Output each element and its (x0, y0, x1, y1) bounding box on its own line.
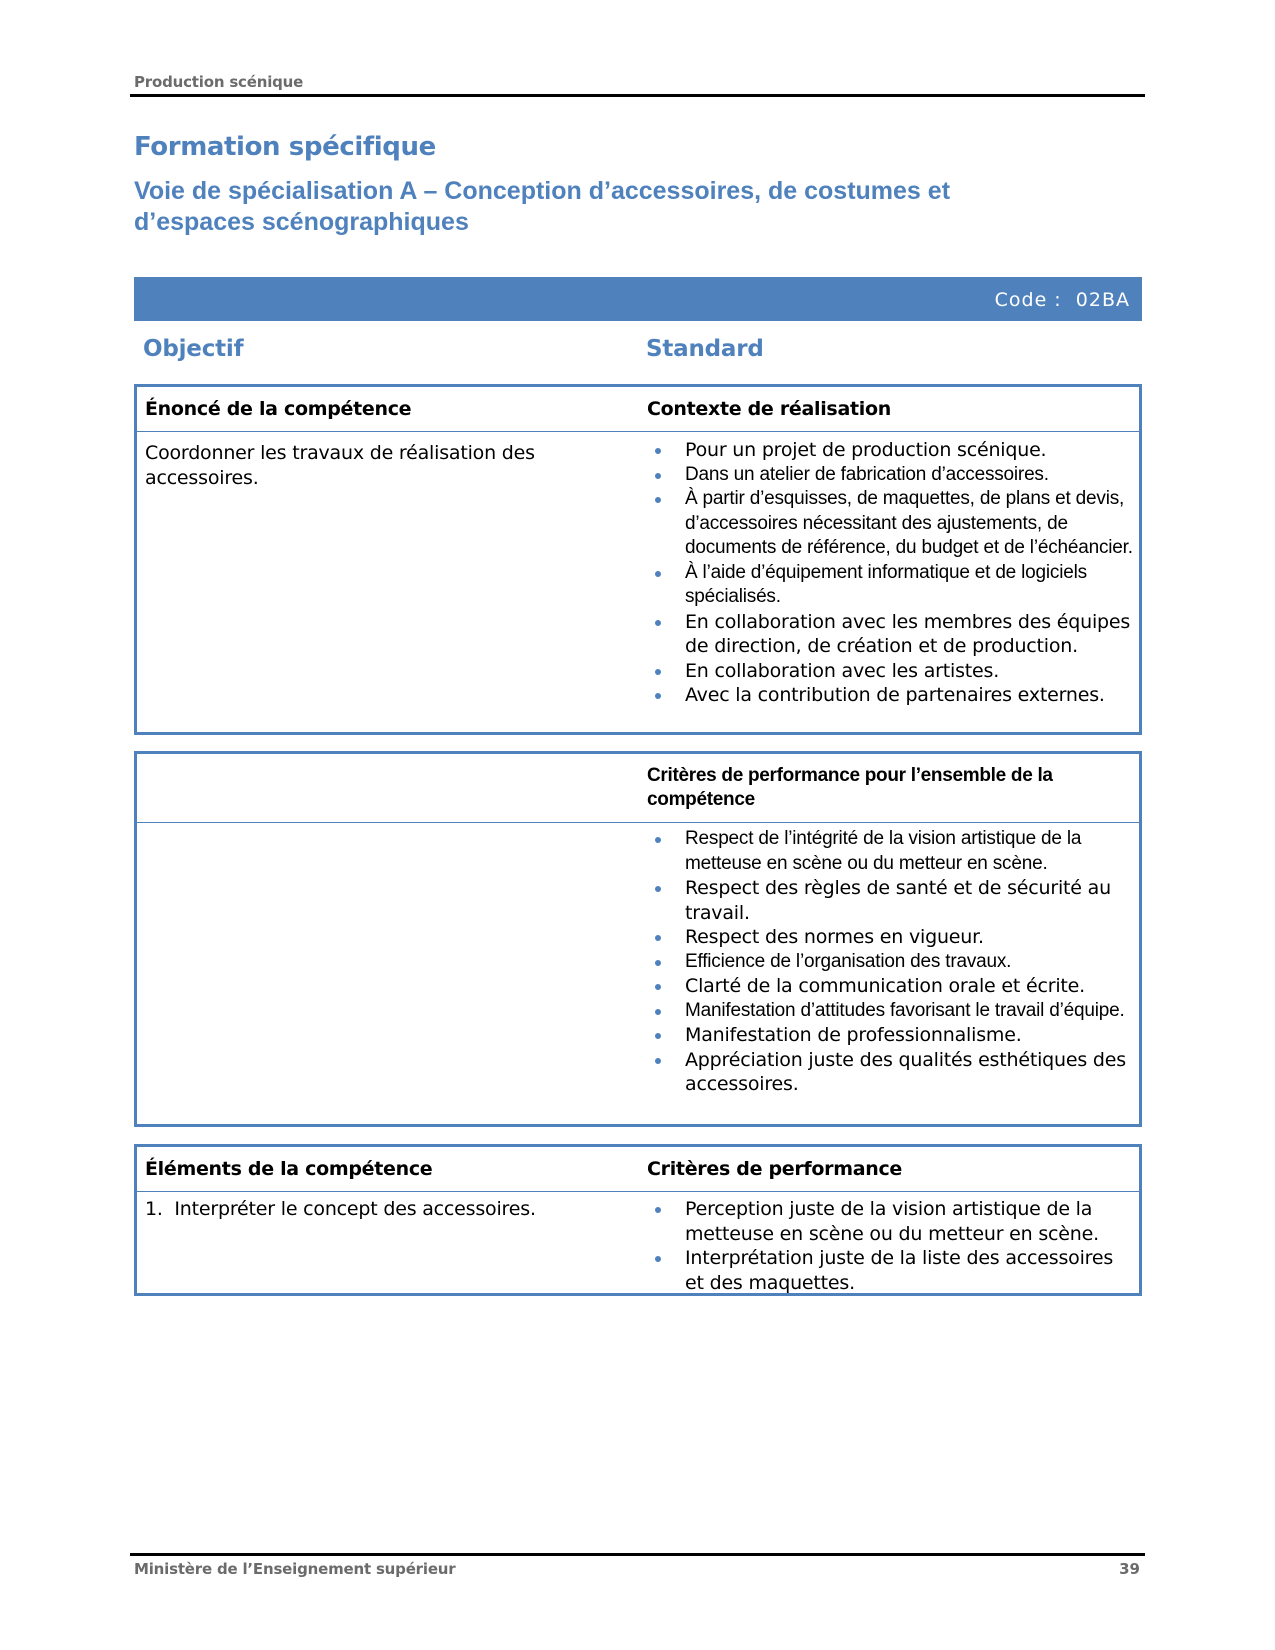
list-item: Respect des règles de santé et de sécurité au travail. (647, 876, 1133, 925)
list-item: Dans un atelier de fabrication d’accessoires. (647, 463, 1133, 488)
list-item: En collaboration avec les membres des équipes de direction, de création et de production. (647, 610, 1133, 659)
context-list (647, 438, 1133, 708)
list-item: Perception juste de la vision artistique de la metteuse en scène ou du metteur en scène. (647, 1197, 1133, 1246)
objectif-label: Objectif (143, 336, 244, 362)
specialization-title: Voie de spécialisation A – Conception d’accessoires, de costumes et d’espaces scénographiques (134, 177, 951, 236)
overall-criteria-table (134, 751, 1142, 1127)
footer-rule (130, 1553, 1145, 1556)
performance-criteria-list (647, 1197, 1133, 1295)
section-title: Formation spécifique (134, 132, 436, 162)
list-item: En collaboration avec les artistes. (647, 659, 1133, 684)
empty-cell (137, 827, 637, 1097)
list-item: Avec la contribution de partenaires externes. (647, 683, 1133, 708)
list-item: Respect de l’intégrité de la vision artistique de la metteuse en scène ou du metteur en scène. (647, 827, 1133, 876)
competency-statement-table (134, 384, 1142, 735)
list-item: Pour un projet de production scénique. (647, 438, 1133, 463)
table-header-row (137, 1147, 1139, 1192)
list-item: Respect des normes en vigueur. (647, 925, 1133, 950)
list-item: Clarté de la communication orale et écrite. (647, 974, 1133, 999)
table-header-row (137, 754, 1139, 823)
list-item: Appréciation juste des qualités esthétiques des accessoires. (647, 1048, 1133, 1097)
competency-code: Code : 02BA (994, 289, 1130, 311)
performance-criteria-header: Critères de performance (647, 1158, 903, 1180)
footer-publisher: Ministère de l’Enseignement supérieur (134, 1560, 456, 1578)
table-row (137, 823, 1139, 1097)
competency-elements-table (134, 1144, 1142, 1296)
list-item: À l’aide d’équipement informatique et de logiciels spécialisés. (647, 561, 1133, 610)
running-header-title: Production scénique (134, 73, 304, 91)
list-item: Efficience de l’organisation des travaux. (647, 950, 1133, 975)
list-item: Interprétation juste de la liste des accessoires et des maquettes. (647, 1246, 1133, 1295)
competency-element: 1. Interpréter le concept des accessoires. (145, 1198, 536, 1220)
elements-header: Éléments de la compétence (145, 1158, 433, 1180)
table-header-row (137, 387, 1139, 432)
list-item: Manifestation d’attitudes favorisant le travail d’équipe. (647, 999, 1133, 1024)
competency-statement: Coordonner les travaux de réalisation des accessoires. (145, 442, 535, 489)
list-item: Manifestation de professionnalisme. (647, 1023, 1133, 1048)
contexte-header: Contexte de réalisation (647, 398, 891, 420)
overall-criteria-header: Critères de performance pour l’ensemble de la compétence (647, 765, 1053, 810)
table-row (137, 1192, 1139, 1295)
list-item: À partir d’esquisses, de maquettes, de plans et devis, d’accessoires nécessitant des ajustements, de documents de référence, du budget et de l’échéancier. (647, 487, 1133, 561)
standard-label: Standard (646, 336, 764, 362)
code-bar (134, 277, 1142, 321)
overall-criteria-list (647, 827, 1133, 1097)
table-row (137, 432, 1139, 708)
enonce-header: Énoncé de la compétence (145, 398, 412, 420)
page-number: 39 (1119, 1560, 1140, 1578)
header-rule (130, 94, 1145, 97)
